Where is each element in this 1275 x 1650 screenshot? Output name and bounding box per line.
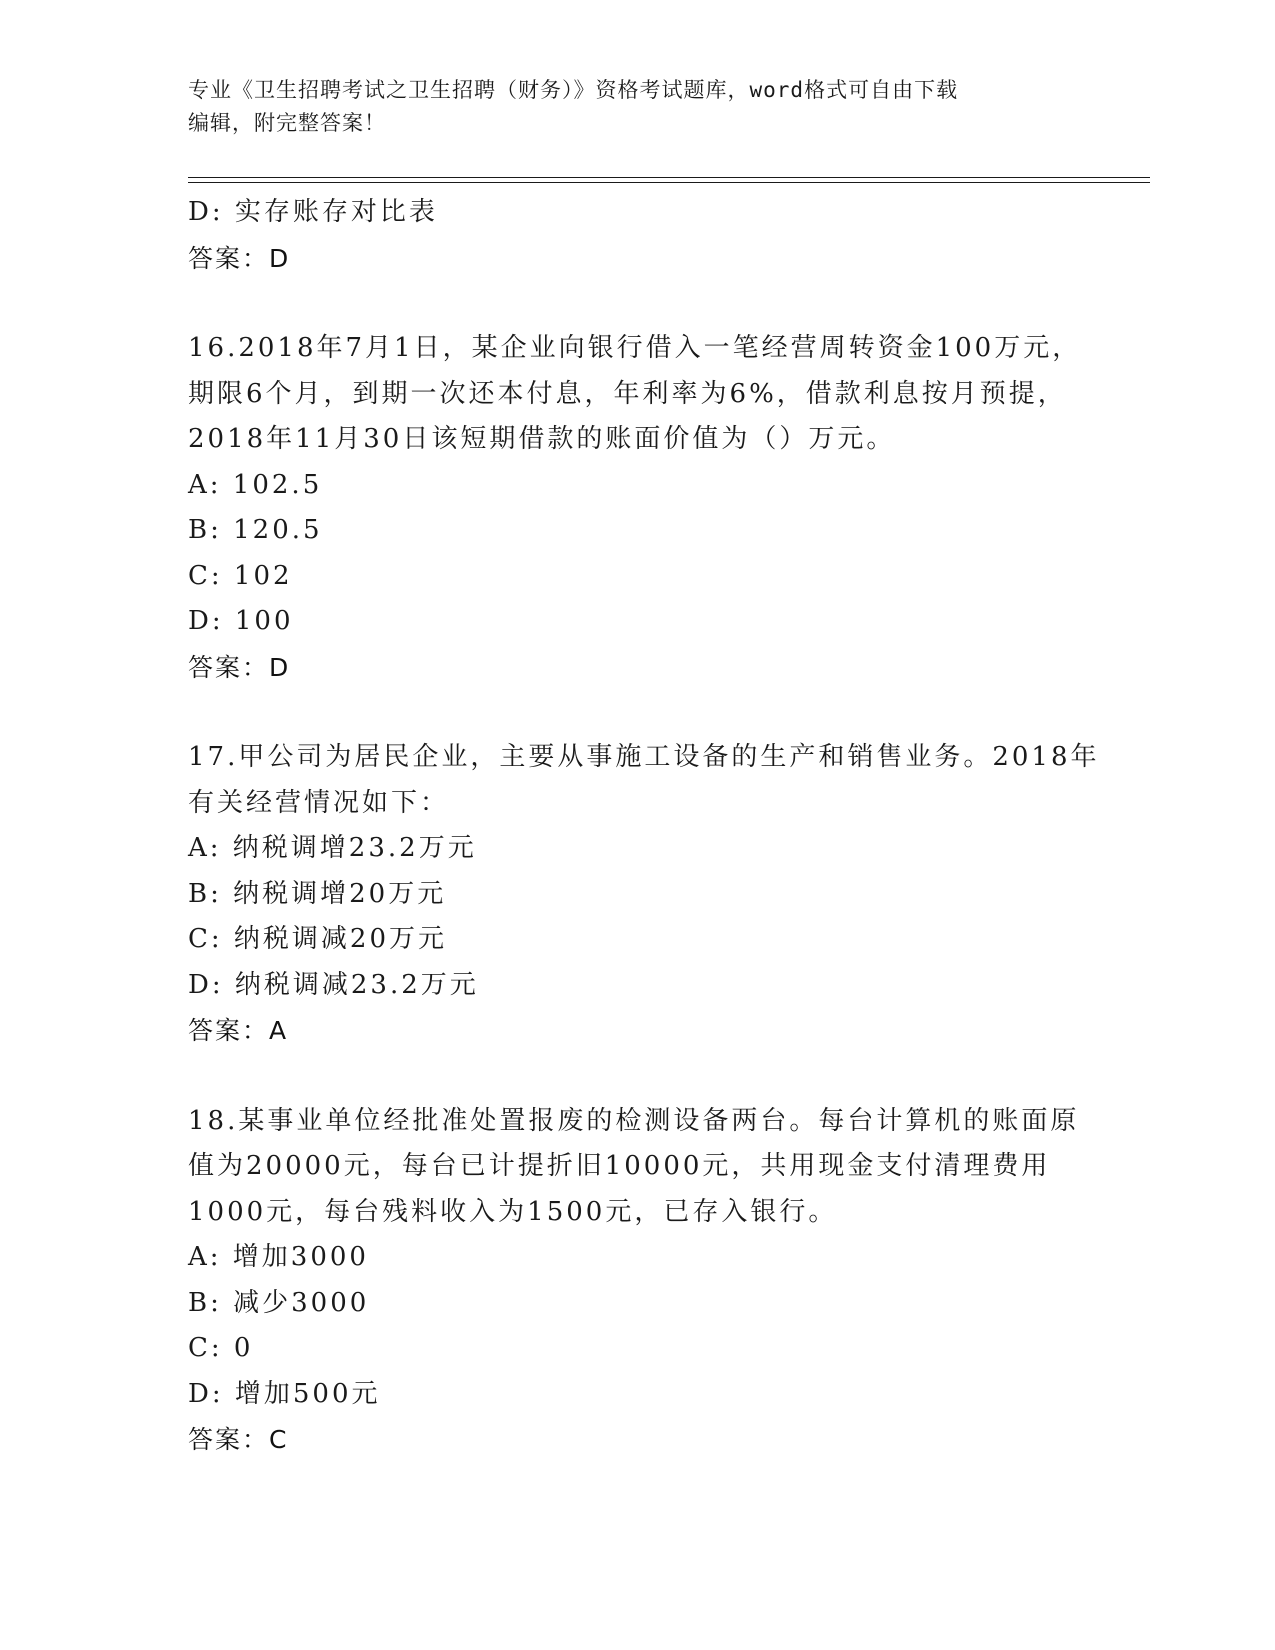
option-c: C: 纳税调减20万元 [188, 924, 448, 954]
question-stem-line: 17.甲公司为居民企业，主要从事施工设备的生产和销售业务。2018年 [188, 742, 1100, 772]
question-stem-line: 值为20000元，每台已计提折旧10000元，共用现金支付清理费用 [188, 1151, 1051, 1181]
option-d: D: 纳税调减23.2万元 [188, 969, 479, 1000]
question-stem-line: 期限6个月，到期一次还本付息，年利率为6%，借款利息按月预提， [188, 378, 1067, 409]
question-content [188, 190, 1100, 1463]
option-c: C: 102 [188, 560, 293, 591]
question-stem-line: 1000元，每台残料收入为1500元，已存入银行。 [188, 1196, 838, 1227]
option-b: B: 120.5 [188, 515, 323, 545]
option-c: C: 0 [188, 1333, 254, 1363]
answer-line: 答案：D [188, 243, 291, 273]
question-stem-line: 有关经营情况如下： [188, 787, 450, 818]
question-18 [188, 1099, 1088, 1463]
option-a: A: 增加3000 [188, 1242, 369, 1272]
answer-line: 答案：A [188, 1016, 289, 1045]
option-b: B: 纳税调增20万元 [188, 878, 447, 909]
option-d: D: 实存账存对比表 [188, 197, 438, 227]
option-a: A: 102.5 [188, 469, 323, 500]
answer-line: 答案：C [188, 1425, 289, 1454]
question-stem-line: 2018年11月30日该短期借款的账面价值为（）万元。 [188, 424, 896, 454]
question-stem-line: 16.2018年7月1日，某企业向银行借入一笔经营周转资金100万元， [188, 333, 1082, 363]
question-16 [188, 326, 1088, 690]
header-line-1: 专业《卫生招聘考试之卫生招聘（财务）》资格考试题库，word格式可自由下载 [188, 78, 959, 102]
header-line-2: 编辑，附完整答案！ [188, 111, 386, 135]
option-d: D: 增加500元 [188, 1378, 381, 1409]
document-header [188, 74, 1088, 140]
header-divider-top [188, 177, 1150, 178]
option-d: D: 100 [188, 606, 294, 636]
question-17 [188, 735, 1100, 1054]
answer-line: 答案：D [188, 652, 291, 682]
prev-question-tail [188, 190, 1088, 281]
header-divider-bottom [188, 182, 1150, 183]
option-b: B: 减少3000 [188, 1287, 370, 1318]
option-a: A: 纳税调增23.2万元 [188, 833, 477, 863]
question-stem-line: 18.某事业单位经批准处置报废的检测设备两台。每台计算机的账面原 [188, 1105, 1080, 1136]
